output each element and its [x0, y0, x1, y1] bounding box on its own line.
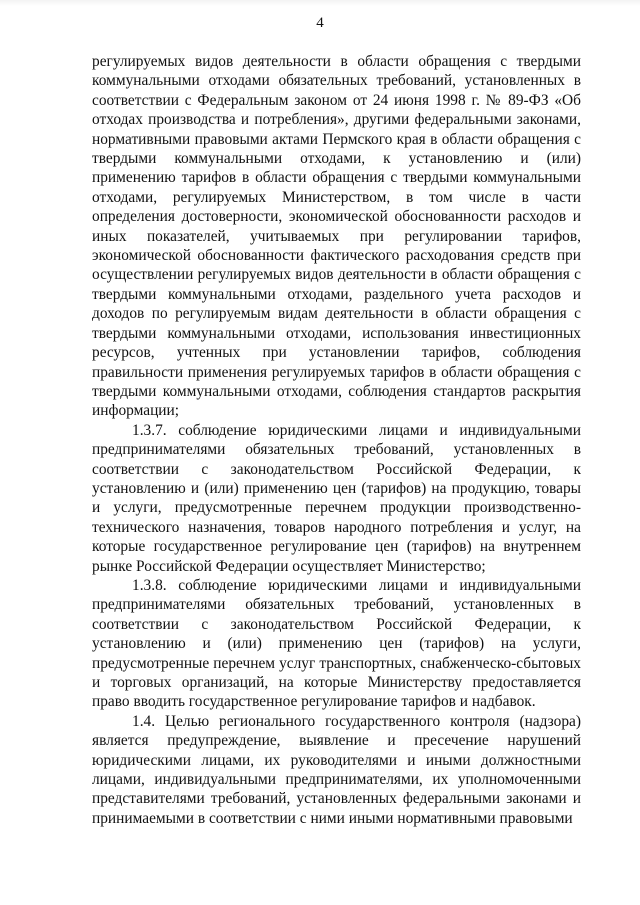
paragraph-continuation: регулируемых видов деятельности в области обращения с твердыми коммунальными отходами обязательных требований, установленных в соответствии с Федеральным законом от 24 июня 1998 г. № 89-ФЗ «Об отходах производства и потребления», другими федеральными законами, нормативными правовыми актами Пермского края в области обращения с твердыми коммунальными отходами, к установлению и (или) применению тарифов в области обращения с твердыми коммунальными отходами, регулируемых Министерством, в том числе в части определения достоверности, экономической обоснованности расходов и иных показателей, учитываемых при регулировании тарифов, экономической обоснованности фактического расходования средств при осуществлении регулируемых видов деятельности в области обращения с твердыми коммунальными отходами, раздельного учета расходов и доходов по регулируемым видам деятельности в области обращения с твердыми коммунальными отходами, использования инвестиционных ресурсов, учтенных при установлении тарифов, соблюдения правильности применения регулируемых тарифов в области обращения с твердыми коммунальными отходами, соблюдения стандартов раскрытия информации; [92, 53, 581, 420]
scan-edge-shadow [0, 0, 640, 6]
page-number: 4 [316, 15, 324, 31]
document-body [92, 52, 581, 828]
paragraph-1-3-8: 1.3.8. соблюдение юридическими лицами и индивидуальными предпринимателями обязательных требований, установленных в соответствии с законодательством Российской Федерации, к установлению и (или) применению цен (тарифов) на услуги, предусмотренные перечнем услуг транспортных, снабженческо-сбытовых и торговых организаций, на которые Министерству предоставляется право вводить государственное регулирование тарифов и надбавок. [92, 576, 581, 711]
paragraph-1-4: 1.4. Целью регионального государственного контроля (надзора) является предупреждение, выявление и пресечение нарушений юридическими лицами, их руководителями и иными должностными лицами, индивидуальными предпринимателями, их уполномоченными представителями требований, установленных федеральными законами и принимаемыми в соответствии с ними иными нормативными правовыми [92, 712, 581, 827]
paragraph-1-3-7: 1.3.7. соблюдение юридическими лицами и индивидуальными предпринимателями обязательных требований, установленных в соответствии с законодательством Российской Федерации, к установлению и (или) применению цен (тарифов) на продукцию, товары и услуги, предусмотренные перечнем продукции производственно-технического назначения, товаров народного потребления и услуг, на которые государственное регулирование цен (тарифов) на внутреннем рынке Российской Федерации осуществляет Министерство; [92, 421, 581, 575]
